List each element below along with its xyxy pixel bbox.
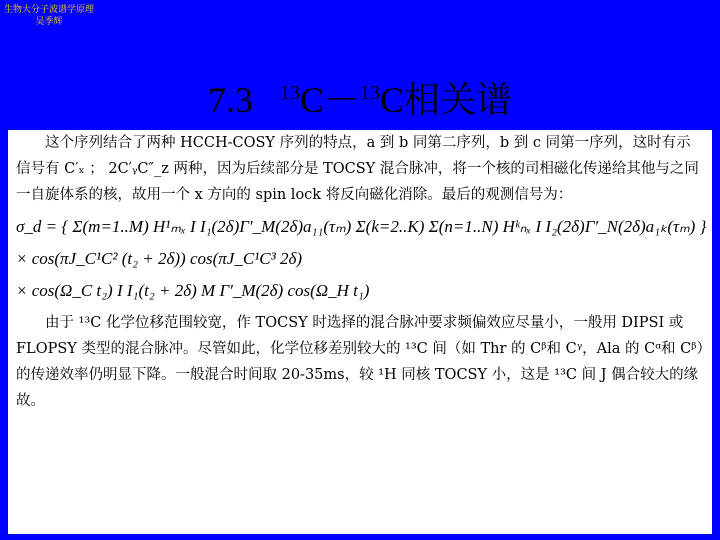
author-name: 吴季辉 (35, 17, 63, 27)
paragraph-intro: 这个序列结合了两种 HCCH-COSY 序列的特点，a 到 b 同第二序列，b 到 c 同第一序列，这时有示信号有 C′ₓ ； 2C′ᵧC″_z 两种，因为后续部分是 TOCSY 混合脉冲，将一个核的司相磁化传递给其他与之同一自旋体系的核，故用一个 x 方向的 spin lock 将反向磁化消除。最后的观测信号为： (16, 135, 699, 203)
content-panel (8, 130, 712, 534)
formula-cos-j: × cos(πJ_C¹C² (t₂ + 2δ)) cos(πJ_C¹C³ 2δ) (16, 249, 303, 268)
slide-title (0, 72, 720, 123)
formula-signal: σ_d = { Σ(m=1..M) H¹ₘₓ I I₁(2δ)Γ′_M(2δ)a₁₁(τₘ) Σ(k=2..K) Σ(n=1..N) Hᵏₙₓ I I₂(2δ)Γ′_N(2δ)a₁ₖ(τₘ) } (16, 217, 707, 236)
title-sup-1: 13 (279, 82, 300, 104)
paragraph-tocsy: 由于 ¹³C 化学位移范围较宽，作 TOCSY 时选择的混合脉冲要求频偏效应尽量小，一般用 DIPSI 或 FLOPSY 类型的混合脉冲。尽管如此，化学位移差别较大的 ¹³C 间（如 Thr 的 Cᵝ和 Cᵞ，Ala 的 Cᵅ和 Cᵝ）的传递效率仍明显下降。一般混合时间取 20-35ms，较 ¹H 同核 TOCSY 小，这是 ¹³C 间 J 偶合较大的缘故。 (16, 315, 704, 409)
title-sup-2: 13 (360, 82, 380, 104)
course-title: 生物大分子波谱学原理 (4, 5, 95, 15)
title-part-1: C－ (299, 80, 360, 120)
section-number: 7.3 (207, 80, 253, 120)
formula-cos-omega: × cos(Ω_C t₂) I I₁(t₂ + 2δ) M Γ′_M(2δ) cos(Ω_H t₁) (16, 281, 370, 300)
title-part-2: C相关谱 (380, 80, 513, 120)
course-header (4, 4, 94, 28)
